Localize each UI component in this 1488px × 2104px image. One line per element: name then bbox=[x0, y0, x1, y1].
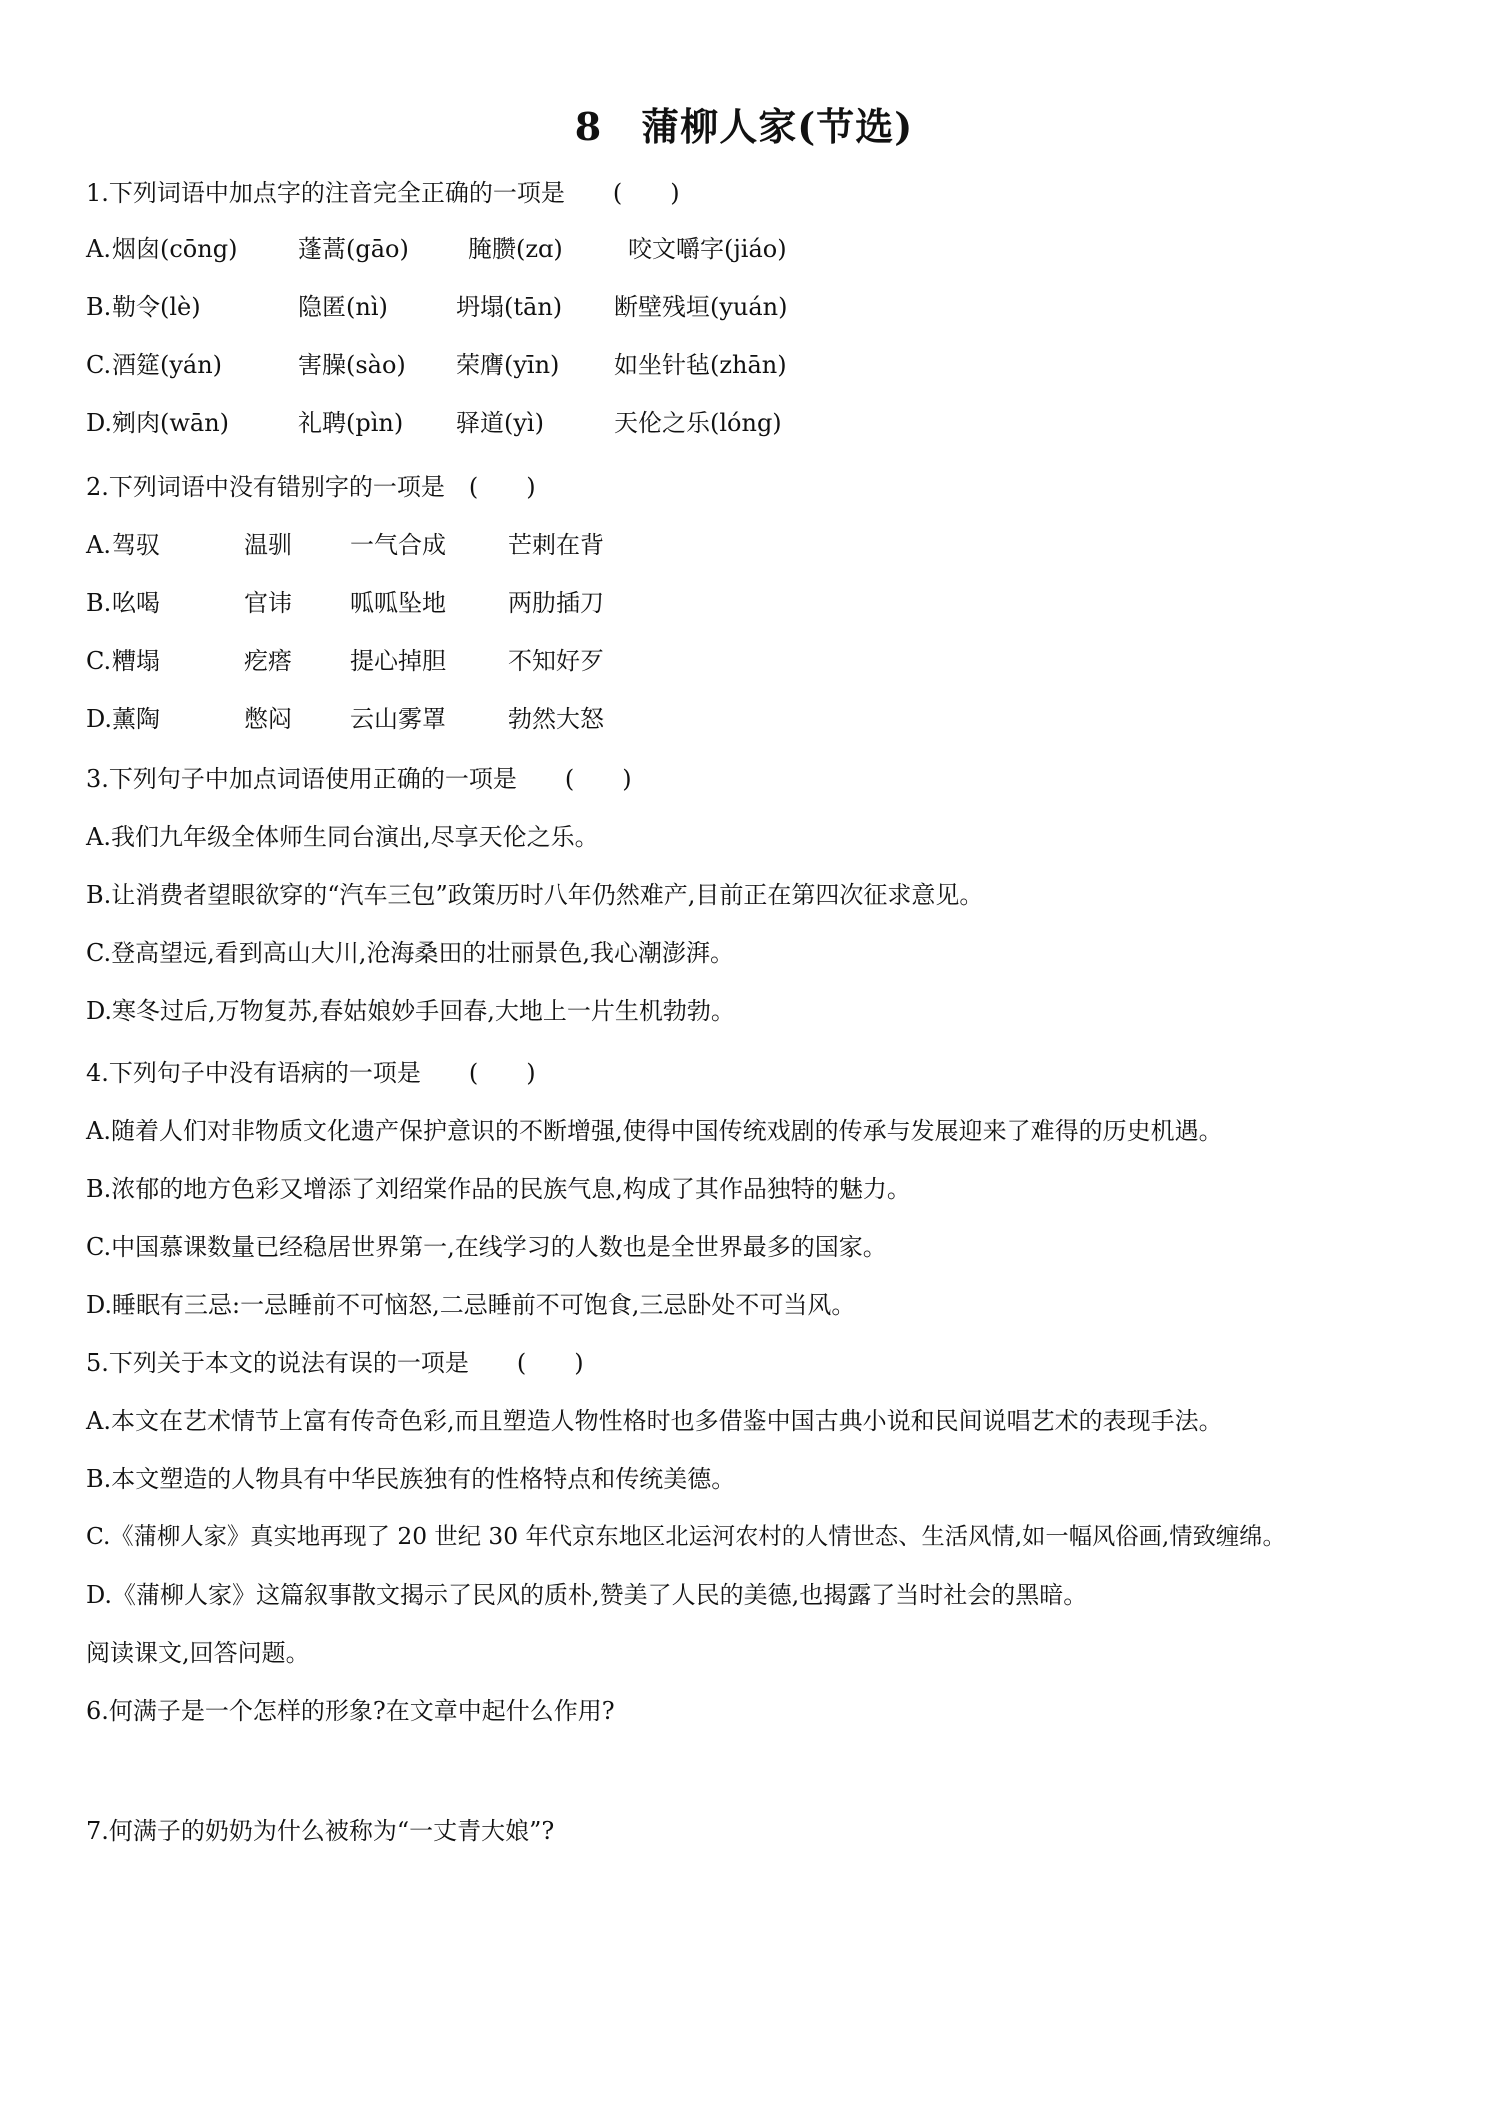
option-label: D. bbox=[86, 705, 113, 733]
question-3-option-c: C.登高望远,看到高山大川,沧海桑田的壮丽景色,我心潮澎湃。 bbox=[86, 939, 735, 967]
option-label: A. bbox=[86, 531, 111, 559]
option-item: 两肋插刀 bbox=[508, 589, 604, 617]
option-item: 呱呱坠地 bbox=[350, 589, 446, 617]
question-4-option-d: D.睡眠有三忌:一忌睡前不可恼怒,二忌睡前不可饱食,三忌卧处不可当风。 bbox=[86, 1291, 856, 1319]
question-5-stem: 5.下列关于本文的说法有误的一项是 ( ) bbox=[86, 1349, 584, 1377]
option-item: 坍塌(tān) bbox=[456, 293, 563, 321]
reading-instruction: 阅读课文,回答问题。 bbox=[86, 1639, 310, 1667]
question-6: 6.何满子是一个怎样的形象?在文章中起什么作用? bbox=[86, 1697, 615, 1725]
option-item: 勃然大怒 bbox=[508, 705, 604, 733]
option-label: C. bbox=[86, 351, 112, 379]
option-label: B. bbox=[86, 293, 112, 321]
question-5-option-b: B.本文塑造的人物具有中华民族独有的性格特点和传统美德。 bbox=[86, 1465, 736, 1493]
question-7: 7.何满子的奶奶为什么被称为“一丈青大娘”? bbox=[86, 1817, 555, 1845]
question-5-option-a: A.本文在艺术情节上富有传奇色彩,而且塑造人物性格时也多借鉴中国古典小说和民间说唱艺术的表现手法。 bbox=[86, 1407, 1223, 1435]
question-3-option-d: D.寒冬过后,万物复苏,春姑娘妙手回春,大地上一片生机勃勃。 bbox=[86, 997, 735, 1025]
option-item: 提心掉胆 bbox=[350, 647, 446, 675]
option-item: 断壁残垣(yuán) bbox=[614, 293, 788, 321]
option-item: 礼聘(pìn) bbox=[298, 409, 404, 437]
option-item: 荣膺(yīn) bbox=[456, 351, 560, 379]
option-item: 害臊(sào) bbox=[298, 351, 406, 379]
question-4-option-c: C.中国慕课数量已经稳居世界第一,在线学习的人数也是全世界最多的国家。 bbox=[86, 1233, 887, 1261]
option-item: 腌臜(zɑ) bbox=[468, 235, 563, 263]
option-item: 温驯 bbox=[244, 531, 292, 559]
option-item: 疙瘩 bbox=[244, 647, 292, 675]
option-item: 云山雾罩 bbox=[350, 705, 446, 733]
question-4-option-a: A.随着人们对非物质文化遗产保护意识的不断增强,使得中国传统戏剧的传承与发展迎来了难得的历史机遇。 bbox=[86, 1117, 1223, 1145]
question-1-stem: 1.下列词语中加点字的注音完全正确的一项是 ( ) bbox=[86, 179, 680, 207]
option-item: 剜肉(wān) bbox=[112, 409, 230, 437]
option-item: 隐匿(nì) bbox=[298, 293, 388, 321]
option-item: 咬文嚼字(jiáo) bbox=[628, 235, 787, 263]
question-3-option-b: B.让消费者望眼欲穿的“汽车三包”政策历时八年仍然难产,目前正在第四次征求意见。 bbox=[86, 881, 984, 909]
option-item: 一气合成 bbox=[350, 531, 446, 559]
question-5-option-c: C.《蒲柳人家》真实地再现了 20 世纪 30 年代京东地区北运河农村的人情世态、生活风情,如一幅风俗画,情致缠绵。 bbox=[86, 1523, 1286, 1550]
option-item: 如坐针毡(zhān) bbox=[614, 351, 787, 379]
option-item: 驿道(yì) bbox=[456, 409, 544, 437]
option-item: 糟塌 bbox=[112, 647, 160, 675]
option-label: D. bbox=[86, 409, 113, 437]
page-title: 8 蒲柳人家(节选) bbox=[574, 104, 914, 149]
option-item: 不知好歹 bbox=[508, 647, 604, 675]
option-item: 薰陶 bbox=[112, 705, 160, 733]
option-item: 蓬蒿(gāo) bbox=[298, 235, 409, 263]
option-item: 酒筵(yán) bbox=[112, 351, 223, 379]
question-4-option-b: B.浓郁的地方色彩又增添了刘绍棠作品的民族气息,构成了其作品独特的魅力。 bbox=[86, 1175, 911, 1203]
option-item: 芒刺在背 bbox=[508, 531, 604, 559]
question-4-stem: 4.下列句子中没有语病的一项是 ( ) bbox=[86, 1059, 536, 1087]
question-5-option-d: D.《蒲柳人家》这篇叙事散文揭示了民风的质朴,赞美了人民的美德,也揭露了当时社会的黑暗。 bbox=[86, 1581, 1088, 1609]
option-item: 憋闷 bbox=[244, 705, 292, 733]
option-item: 天伦之乐(lóng) bbox=[614, 409, 782, 437]
option-item: 勒令(lè) bbox=[112, 293, 201, 321]
option-label: B. bbox=[86, 589, 112, 617]
option-item: 驾驭 bbox=[112, 531, 160, 559]
question-2-stem: 2.下列词语中没有错别字的一项是 ( ) bbox=[86, 473, 536, 501]
question-3-option-a: A.我们九年级全体师生同台演出,尽享天伦之乐。 bbox=[86, 823, 599, 851]
option-item: 官讳 bbox=[244, 589, 292, 617]
option-label: A. bbox=[86, 235, 111, 263]
option-label: C. bbox=[86, 647, 112, 675]
question-3-stem: 3.下列句子中加点词语使用正确的一项是 ( ) bbox=[86, 765, 632, 793]
option-item: 吆喝 bbox=[112, 589, 160, 617]
option-item: 烟囱(cōng) bbox=[112, 235, 238, 263]
